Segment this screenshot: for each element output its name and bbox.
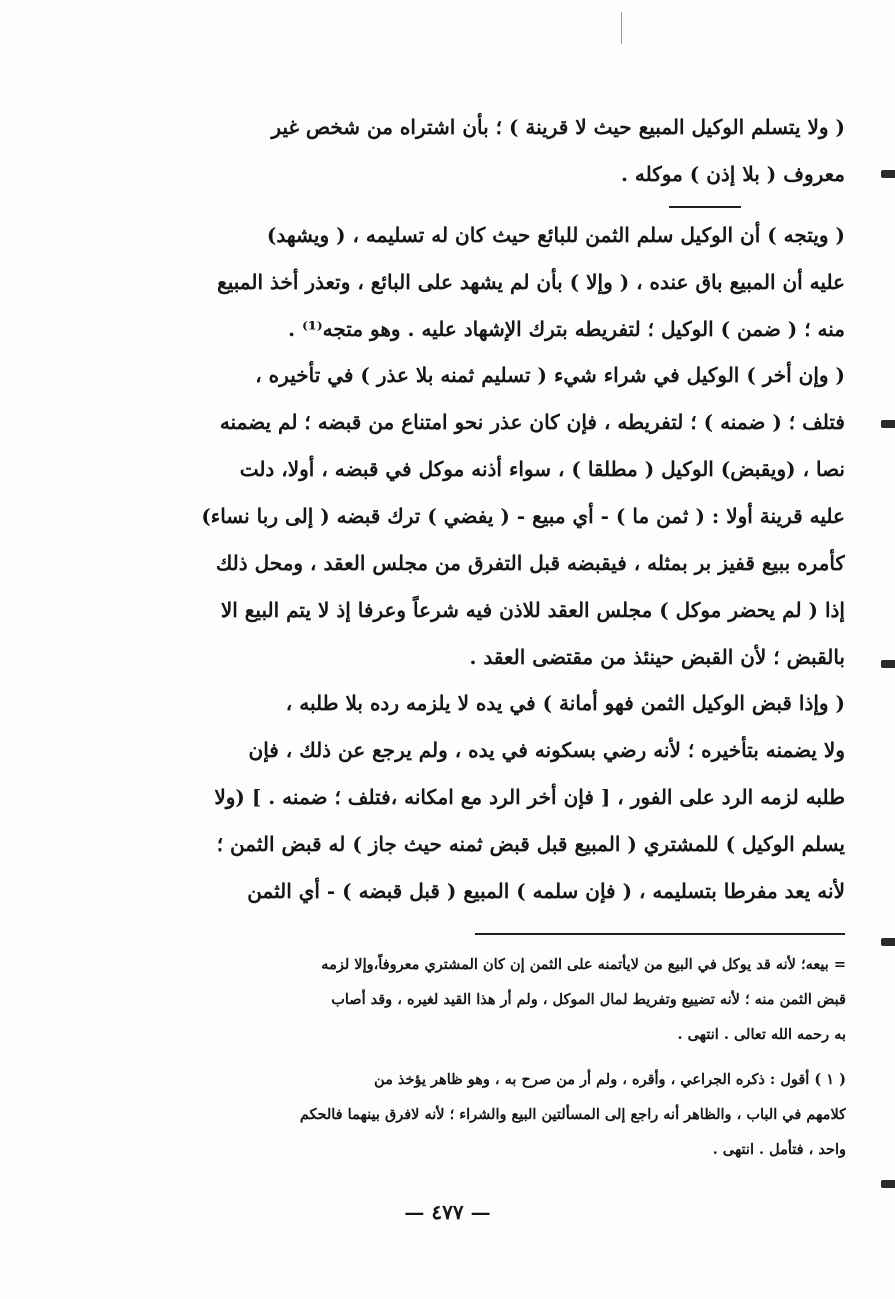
footnote-separator (475, 933, 845, 935)
section-divider (669, 206, 741, 208)
main-paragraph-2 (150, 212, 845, 353)
footnote-continuation (160, 947, 846, 1052)
text-line: عليه أن المبيع باق عنده ، ( وإلا ) بأن لم يشهد على البائع ، وتعذر أخذ المبيع (217, 270, 845, 294)
footnote-line: = بيعه؛ لأنه قد يوكل في البيع من لايأتمنه على الثمن إن كان المشتري معروفاً،وإلا لزمه (321, 956, 846, 973)
text-line: عليه قرينة أولا : ( ثمن ما ) - أي مبيع - ( يفضي ) ترك قبضه ( إلى ربا نساء) (201, 504, 845, 528)
scan-margin-mark (881, 1180, 895, 1188)
text-line: منه ؛ ( ضمن ) الوكيل ؛ لتفريطه بترك الإشهاد عليه . وهو متجه⁽¹⁾ . (288, 317, 845, 341)
scan-artifact-tick (621, 12, 622, 44)
scan-margin-mark (881, 170, 895, 178)
text-line: كأمره ببيع قفيز بر بمثله ، فيقبضه قبل التفرق من مجلس العقد ، ومحل ذلك (215, 551, 845, 575)
text-line: معروف ( بلا إذن ) موكله . (620, 162, 845, 186)
main-paragraph-3 (150, 352, 845, 681)
scan-margin-mark (881, 938, 895, 946)
text-line: إذا ( لم يحضر موكل ) مجلس العقد للاذن فيه شرعاً وعرفا إذ لا يتم البيع الا (220, 598, 845, 622)
main-paragraph-1 (150, 104, 845, 198)
footnote-line: كلامهم في الباب ، والظاهر أنه راجع إلى المسألتين البيع والشراء ؛ لأنه لافرق بينهما فالحكم (299, 1106, 846, 1123)
page-number: — ٤٧٧ — (404, 1200, 491, 1224)
footnote-line: به رحمه الله تعالى . انتهى . (677, 1026, 846, 1043)
scan-margin-mark (881, 660, 895, 668)
text-line: بالقبض ؛ لأن القبض حينئذ من مقتضى العقد . (469, 645, 845, 669)
footnote-line: واحد ، فتأمل . انتهى . (712, 1141, 846, 1158)
text-line: فتلف ؛ ( ضمنه ) ؛ لتفريطه ، فإن كان عذر نحو امتناع من قبضه ؛ لم يضمنه (219, 410, 845, 434)
footnote-line: ( ١ ) أقول : ذكره الجراعي ، وأقره ، ولم أر من صرح به ، وهو ظاهر يؤخذ من (374, 1071, 846, 1088)
text-line: ( وإذا قبض الوكيل الثمن فهو أمانة ) في يده لا يلزمه رده بلا طلبه ، (285, 691, 845, 715)
text-line: طلبه لزمه الرد على الفور ، [ فإن أخر الرد مع امكانه ،فتلف ؛ ضمنه . ] (ولا (214, 785, 845, 809)
text-line: ولا يضمنه بتأخيره ؛ لأنه رضي بسكونه في يده ، ولم يرجع عن ذلك ، فإن (248, 738, 845, 762)
text-line: لأنه يعد مفرطا بتسليمه ، ( فإن سلمه ) المبيع ( قبل قبضه ) - أي الثمن (247, 879, 845, 903)
text-line: ( وإن أخر ) الوكيل في شراء شيء ( تسليم ثمنه بلا عذر ) في تأخيره ، (255, 363, 845, 387)
scan-margin-mark (881, 420, 895, 428)
text-line: ( ولا يتسلم الوكيل المبيع حيث لا قرينة ) ؛ بأن اشتراه من شخص غير (271, 115, 845, 139)
text-line: يسلم الوكيل ) للمشتري ( المبيع قبل قبض ثمنه حيث جاز ) له قبض الثمن ؛ (216, 832, 845, 856)
text-line: نصا ، (ويقبض) الوكيل ( مطلقا ) ، سواء أذنه موكل في قبضه ، أولا، دلت (239, 457, 845, 481)
text-line: ( ويتجه ) أن الوكيل سلم الثمن للبائع حيث كان له تسليمه ، ( ويشهد) (266, 223, 845, 247)
footnote-1 (160, 1062, 846, 1167)
footnote-line: قبض الثمن منه ؛ لأنه تضييع وتفريط لمال الموكل ، ولم أر هذا القيد لغيره ، وقد أصاب (331, 991, 846, 1008)
main-paragraph-4 (150, 680, 845, 915)
